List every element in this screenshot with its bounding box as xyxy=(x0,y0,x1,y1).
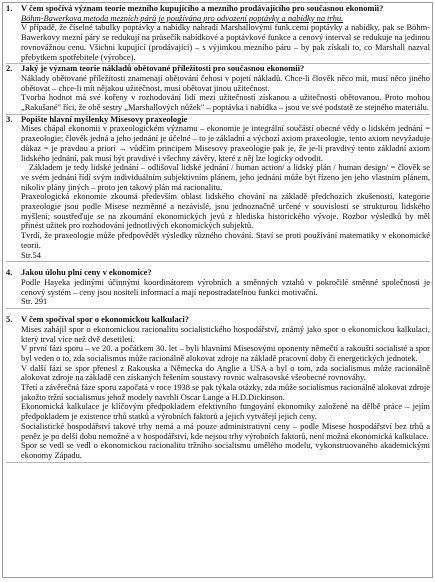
answer-paragraph: V další fázi se spor přenesl z Rakouska a Německa do Anglie a USA a byl o tom, zda socialismus může racionálně alokovat zdroje na základě cen získaných řešením soustavy rovnic walrasovské všeobecné rovnováhy. xyxy=(21,362,430,383)
answer-paragraph: Třetí a závěrečná fáze sporu započatá v roce 1938 se pak týkala otázky, zda může socialismus racionálně alokovat zdroje jakožto tržní socialismus jehož modely navrhli Oscar Lange a H.D.Dickinson. xyxy=(21,382,430,402)
answer-paragraph: Böhm-Bawerkova metoda mezních párů je používána pro odvození poptávky a nabídky na trhu. xyxy=(21,12,344,23)
answer-paragraph: Náklady obětované příležitosti znamenají obětování čehosi v pojetí nákladů. Chce-li člověk něco mít, musí něco jiného obětovat – chce-li mít nějakou užitečnost, musí obětovat jinou užitečnost. xyxy=(21,72,430,93)
answer-paragraph: Základem je tedy lidské jednání – odlišoval lidské jednání / human action/ a lidský plán / human design/ = člověk se ve svém jednání řídí svým individuálním subjektivním plánem, jeho jednání může být řízeno jen jeho vlastním plánem, nikoliv plány jiných – proto jen takový plán má racionalitu. xyxy=(21,162,430,192)
document-page xyxy=(2,2,433,578)
question-3 xyxy=(6,115,430,263)
question-5 xyxy=(6,315,430,463)
answer-paragraph: Ekonomická kalkulace je klíčovým předpokladem efektivního fungování ekonomiky založené na dělbě práce – jejím předpokladem je existence trhů statků a výrobních faktorů a jejich vytvářejí jejich ceny. xyxy=(21,401,430,422)
answer-paragraph: Praxeologická ekonomie zkoumá především oblast lidského chování na základě předchozích zkušeností, kategorie praxeologie jsou podle Misese nezměnné a nezávislé, jsou jednoznačně určené v souvislosti se strukturou lidského myšlení; soustřeďuje se na zkoumání ekonomických jevů z hlediska historického vývoje. Rozbor výsledků by měl přinést užitek pro rozhodování jednotlivých ekonomických subjektů. xyxy=(21,191,430,231)
question-number: 1. xyxy=(6,3,13,13)
question-number: 4. xyxy=(6,267,13,278)
question-4 xyxy=(6,268,430,309)
question-1 xyxy=(6,4,430,64)
page-reference: Str.54 xyxy=(21,249,41,260)
answer-paragraph: Tvorba hodnot má své kořeny v rozhodování lidí mezi užitečností získanou a užitečností obětovanou. Proto mohou „Rakušané" říci, že obě sestry „Marshallových nůžek" – poptávka i nabídka – jsou ve své podstatě ze stejného materiálu. xyxy=(21,92,430,113)
question-title: V čem spočívá význam teorie mezního kupujícího a mezního prodávajícího pro současnou ekonomii? xyxy=(21,3,384,13)
question-number: 5. xyxy=(6,314,13,325)
answer-paragraph: Spor se vedl se vedl o ekonomickou racionalitu tržního socialismu umělého modelu, vykonstruovaného akademickými ekonomy Západu. xyxy=(21,440,430,460)
answer-paragraph: Podle Hayeka jedinými účinnými koordinátorem výrobních a směnných vztahů v pokročilé směnné společnosti je cenový systém – ceny jsou nositeli informací a mají nepostradatelnou funkci motivační. xyxy=(21,276,430,297)
answer-paragraph: V první fázi sporu – ve 20. a počátkem 30. let – byli hlavními Misesovými oponenty němečtí a rakouští socialisté a spor byl veden o to, zda socialismus může racionálně alokovat zdroje na základě pracovní doby či energetických jednotek. xyxy=(21,343,430,363)
answer-paragraph: Tvrdí, že praxeologie může předpovědět výsledky různého chování. Staví se proti používání matematiky v ekonomické teorii. xyxy=(21,230,430,250)
question-title: Jakou úlohu plní ceny v ekonomice? xyxy=(21,267,152,278)
answer-paragraph: V případě, že číselné tabulky poptávky a nabídky nahradí Marshallovými funk.cemi poptávky a nabídky, pak se Böhm-Bawerkovy mezní páry se redukují na průsečík nabídkové a poptávkové funkce a cenový interval se redukuje na jedinou rovnovážnou cenu. Všichni kupující (prodávající) – s výjimkou mezního páru – by pak získali to, co Marshall nazval přebytkem spotřebitele (výrobce). xyxy=(21,22,430,62)
page-reference: Str. 291 xyxy=(21,296,48,307)
question-title: Jaký je význam teorie nákladů obětované příležitosti pro současnou ekonomii? xyxy=(21,63,305,74)
answer-paragraph: Mises chápal ekonomii v praxeologickém významu – ekonomie je integrální součástí obecné vědy o lidském jednání = praxeologie; člověk jedná a jeho jednání je účelné – to je základní a výchozí axiom praxeologie, tento axiom nevyžaduje důkaz = je pravdou a priori → vůdčím principem Misesovy praxeologie pak je, že je-li pravdivý tento základní axiom lidského jednání, pak musí být pravdivé i všechny závěry, které z něj lze logicky odvodit. xyxy=(21,123,430,163)
question-2 xyxy=(6,64,430,115)
answer-paragraph: Mises zahájil spor o ekonomickou racionalitu socialistického hospodářství, známý jako spor o ekonomickou kalkulaci, který trval více než dvě desetiletí. xyxy=(21,323,430,344)
question-number: 2. xyxy=(6,63,13,74)
question-title: Popište hlavní myšlenky Misesovy praxeologie xyxy=(21,113,188,124)
answer-paragraph: Socialistické hospodářství takové trhy nemá a má pouze administrativní ceny – podle Misese hospodářství bez trhů a peněz je po delší dobu nemožné a v hospodářství, kde nejsou trhy výrobních faktorů, není možná ekonomická kalkulace. xyxy=(21,420,430,441)
question-number: 3. xyxy=(6,113,13,124)
question-title: V čem spočíval spor o ekonomickou kalkulaci? xyxy=(21,314,189,325)
